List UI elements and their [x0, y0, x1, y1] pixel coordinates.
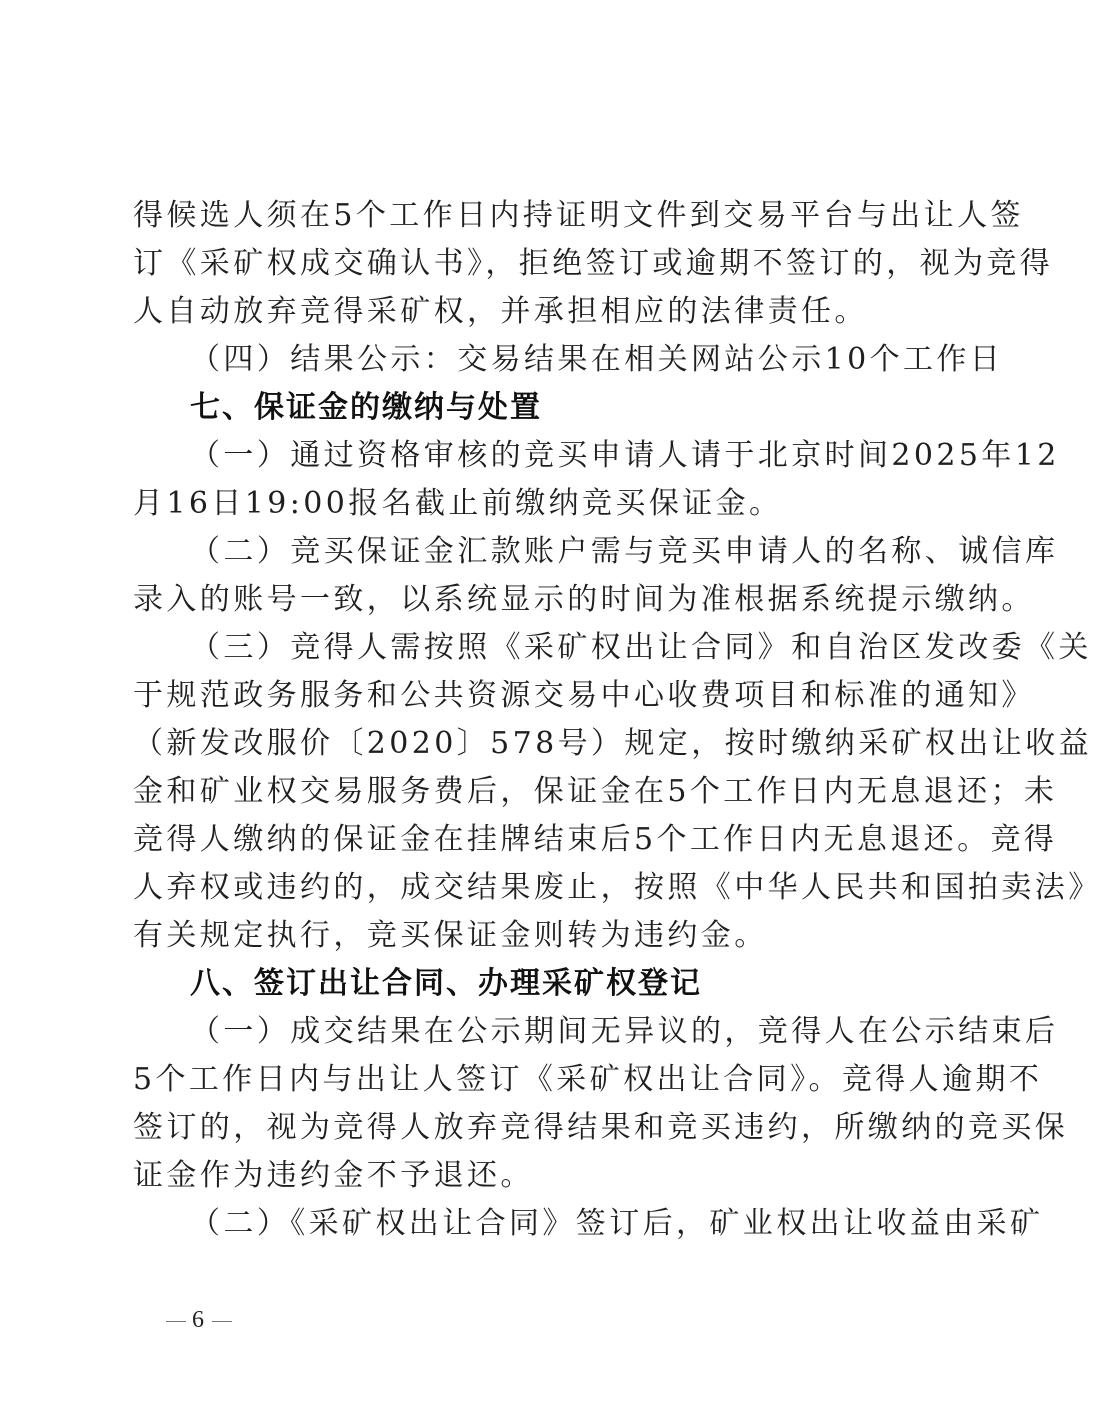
paragraph-line-3: 人自动放弃竞得采矿权，并承担相应的法律责任。 [133, 294, 868, 329]
deposit-clause-3-line-6: 人弃权或违约的，成交结果废止，按照《中华人民共和国拍卖法》 [133, 870, 1102, 905]
contract-clause-1-line-3: 签订的，视为竞得人放弃竞得结果和竞买违约，所缴纳的竞买保 [133, 1110, 1069, 1145]
deposit-clause-3-line-7: 有关规定执行，竞买保证金则转为违约金。 [133, 918, 768, 953]
contract-clause-2-line-1: （二）《采矿权出让合同》签订后，矿业权出让收益由采矿 [190, 1206, 1044, 1241]
deposit-clause-3-line-4: 金和矿业权交易服务费后，保证金在5个工作日内无息退还；未 [133, 774, 1058, 809]
contract-clause-1-line-4: 证金作为违约金不予退还。 [133, 1158, 534, 1193]
deposit-clause-2-line-1: （二）竞买保证金汇款账户需与竞买申请人的名称、诚信库 [190, 534, 1059, 569]
page-number [160, 1302, 238, 1338]
deposit-clause-3-line-2: 于规范政务服务和公共资源交易中心收费项目和标准的通知》 [133, 678, 1035, 713]
paragraph-line-1: 得候选人须在5个工作日内持证明文件到交易平台与出让人签 [133, 198, 1024, 233]
deposit-clause-1-line-2: 月16日19:00报名截止前缴纳竞买保证金。 [133, 486, 783, 521]
deposit-clause-1-line-1: （一）通过资格审核的竞买申请人请于北京时间2025年12 [190, 438, 1060, 473]
deposit-clause-2-line-2: 录入的账号一致，以系统显示的时间为准根据系统提示缴纳。 [133, 582, 1035, 617]
page-number-value: 6 [192, 1307, 206, 1333]
section-heading-7: 七、保证金的缴纳与处置 [190, 390, 542, 425]
result-publicity-clause: （四）结果公示：交易结果在相关网站公示10个工作日 [190, 342, 1004, 377]
page-number-dash-left [166, 1321, 186, 1322]
page-number-dash-right [212, 1321, 232, 1322]
section-heading-8: 八、签订出让合同、办理采矿权登记 [190, 966, 702, 1001]
contract-clause-1-line-2: 5个工作日内与出让人签订《采矿权出让合同》。竞得人逾期不 [133, 1062, 1043, 1097]
deposit-clause-3-line-3: （新发改服价〔2020〕578号）规定，按时缴纳采矿权出让收益 [133, 726, 1093, 761]
deposit-clause-3-line-1: （三）竞得人需按照《采矿权出让合同》和自治区发改委《关 [190, 630, 1092, 665]
paragraph-line-2: 订《采矿权成交确认书》，拒绝签订或逾期不签订的，视为竞得 [133, 246, 1054, 281]
contract-clause-1-line-1: （一）成交结果在公示期间无异议的，竞得人在公示结束后 [190, 1014, 1059, 1049]
deposit-clause-3-line-5: 竞得人缴纳的保证金在挂牌结束后5个工作日内无息退还。竞得 [133, 822, 1058, 857]
